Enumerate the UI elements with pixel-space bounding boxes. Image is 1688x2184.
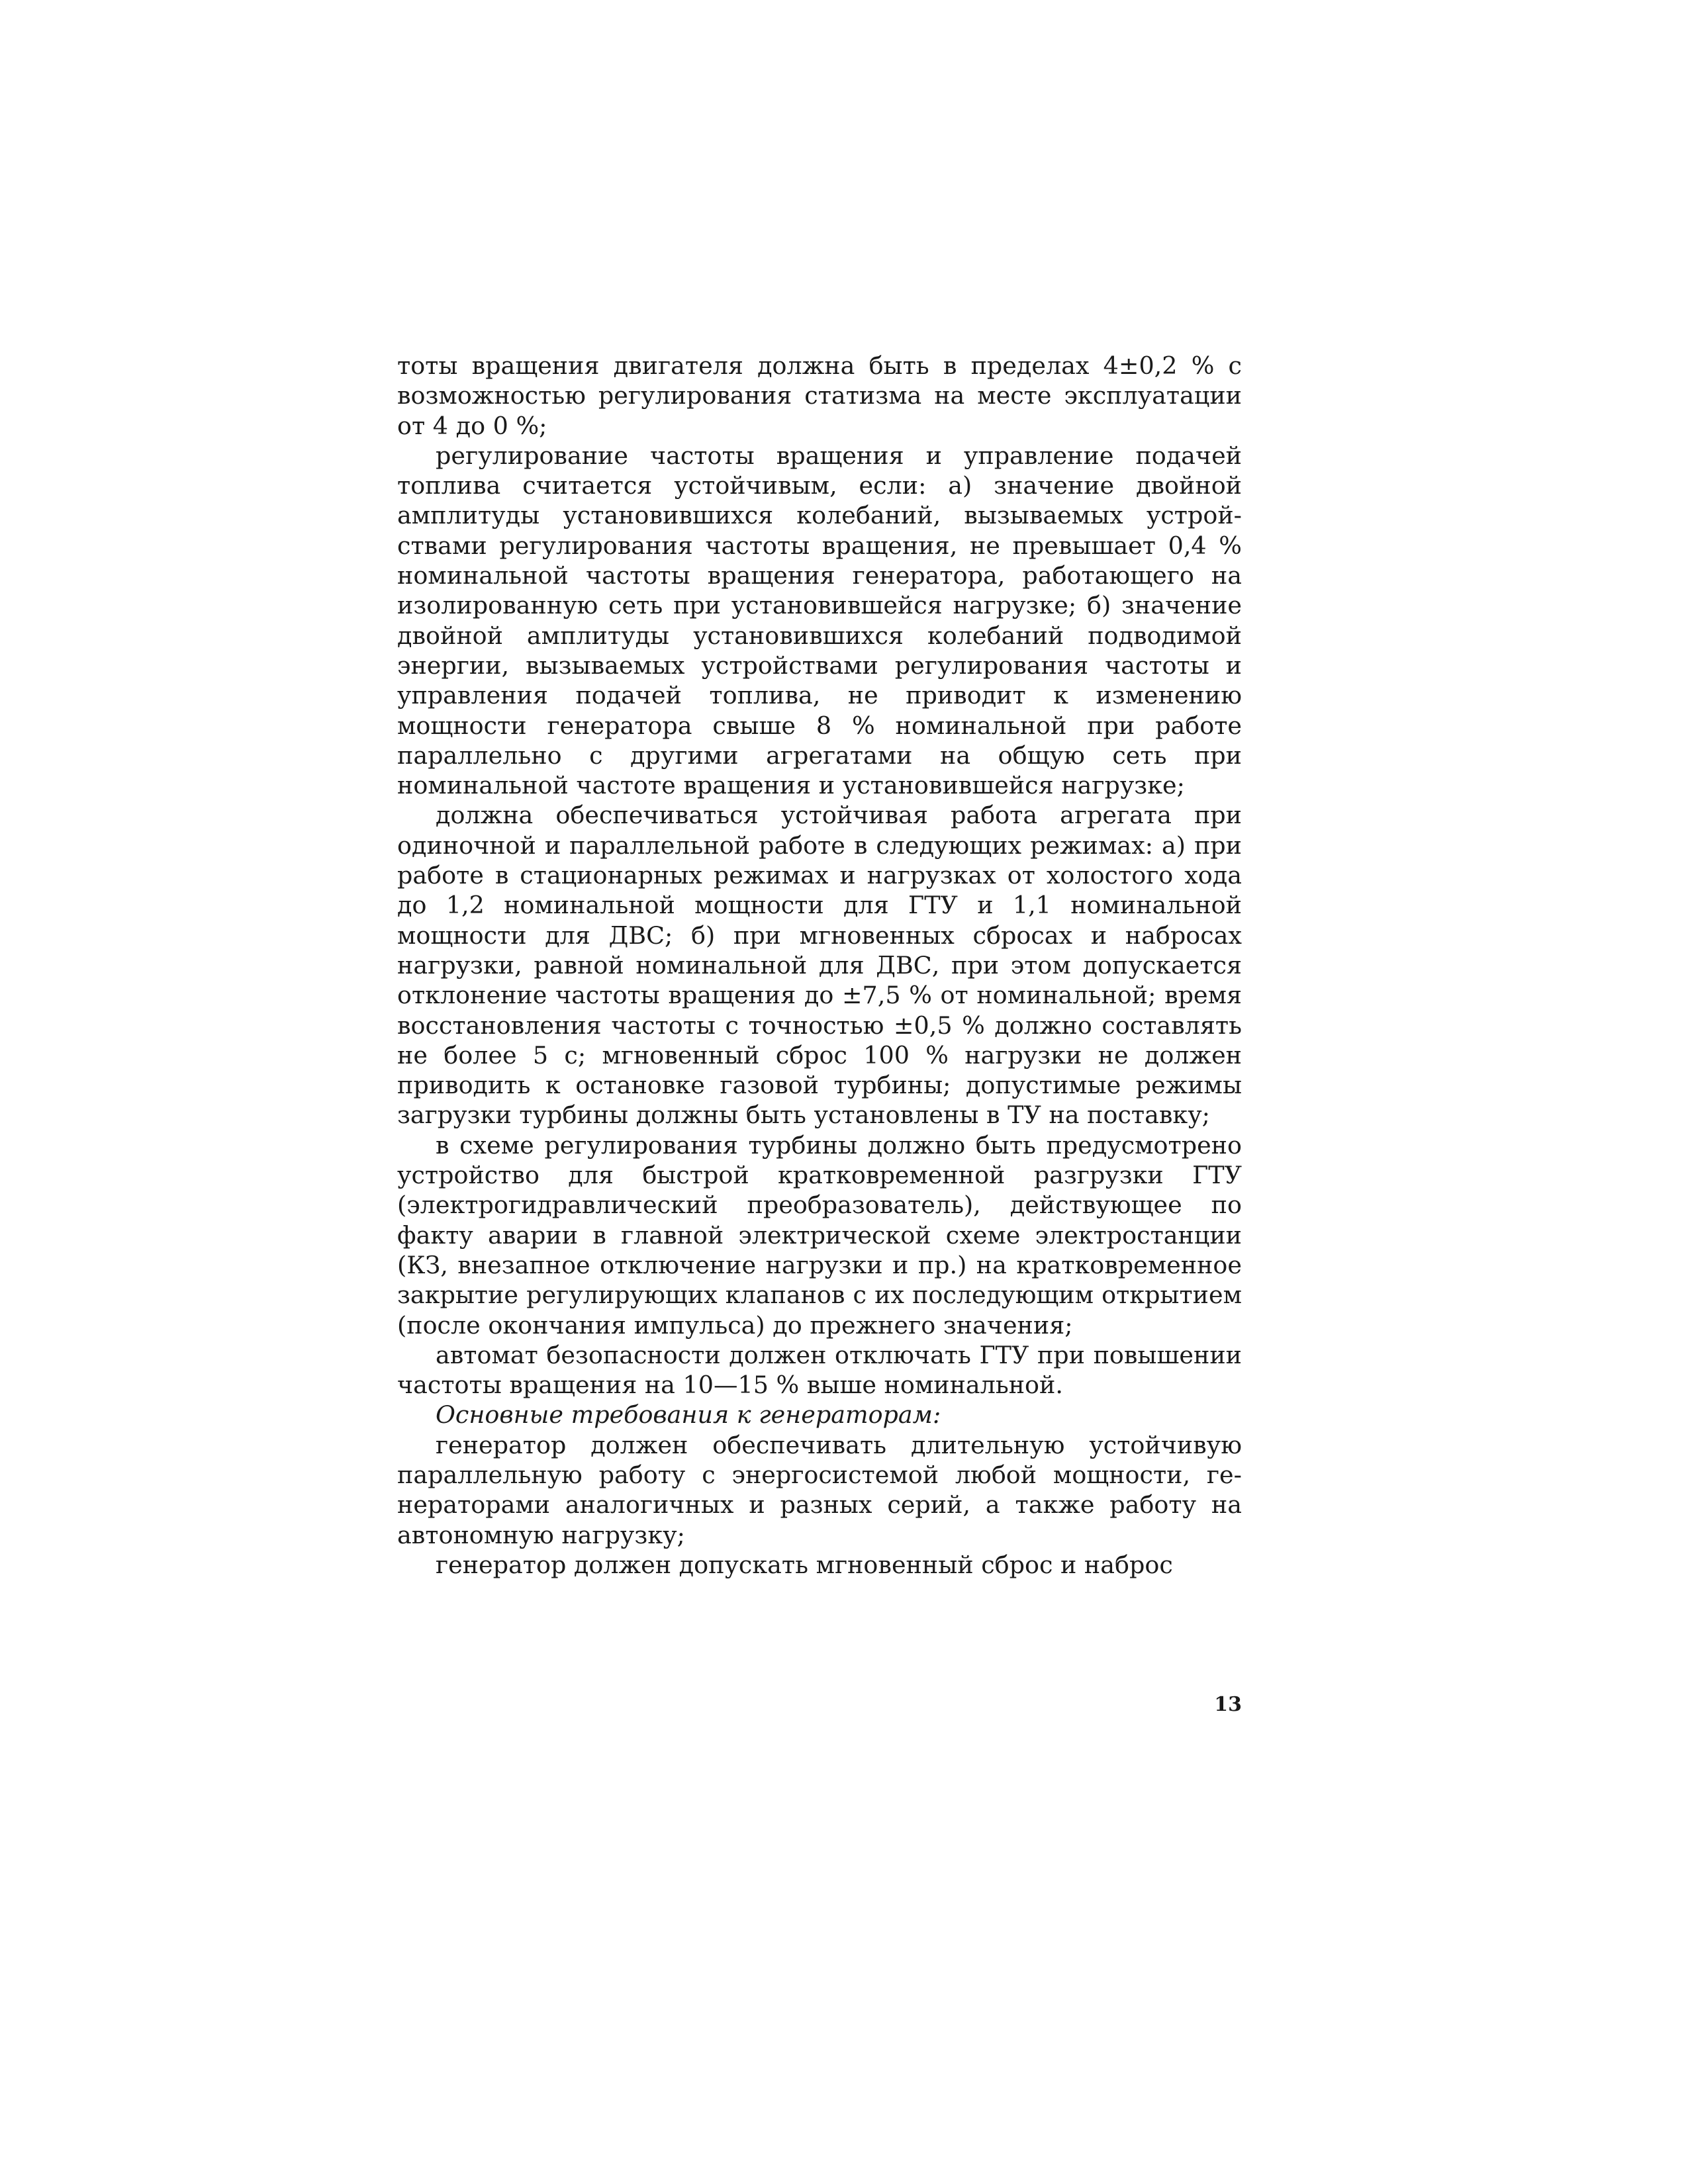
paragraph-generator-load-shedding: генератор должен допускать мгновенный сброс и наброс	[436, 1550, 1173, 1579]
page-number: 13	[1214, 1693, 1242, 1716]
paragraph-fast-unloading-device: в схеме регулирования турбины должно быть предусмотрено устройство для быстрой кратковременной разгрузки ГТУ (электрогидравлический преобразователь), действующее по факту аварии в главной электрической схеме электростанции (КЗ, внезапное отключение нагрузки и пр.) на кратковременное закрытие регулирующих клапанов с их последующим открытием (после окончания импульса) до прежнего значения;	[397, 1130, 1242, 1340]
paragraph-continuation: тоты вращения двигателя должна быть в пределах 4±0,2 % с возможностью регулирования статизма на месте эксплуатации от 4 до 0 %;	[397, 351, 1242, 440]
paragraph-stable-operation-modes: должна обеспечиваться устойчивая работа агрегата при одиночной и параллельной работе в следующих режимах: а) при работе в стационарных режимах и нагрузках от холостого хода до 1,2 номинальной мощности для ГТУ и 1,1 номинальной мощности для ДВС; б) при мгновенных сбросах и набросах нагрузки, равной номинальной для ДВС, при этом допускается отклонение частоты вращения до ±7,5 % от номинальной; время восстановления частоты с точностью ±0,5 % должно составлять не более 5 с; мгновенный сброс 100 % нагрузки не должен приводить к остановке газовой турбины; допустимые режимы загрузки турбины должны быть установлены в ТУ на поставку;	[397, 801, 1242, 1130]
paragraph-safety-automat: автомат безопасности должен отключать ГТУ при повышении частоты вращения на 10—15 % выше номинальной.	[397, 1340, 1242, 1400]
paragraph-speed-regulation-stability: регулирование частоты вращения и управление подачей топлива считается устойчивым, если: а) значение двойной амплитуды установившихся колебаний, вызываемых устройствами регулирования частоты вращения, не превышает 0,4 % номинальной частоты вращения генератора, работающего на изолированную сеть при установившейся нагрузке; б) значение двойной амплитуды установившихся колебаний подводимой энергии, вызываемых устройствами регулирования частоты и управления подачей топлива, не приводит к изменению мощности генератора свыше 8 % номинальной при работе параллельно с другими агрегатами на общую сеть при номинальной частоте вращения и установившейся нагрузке;	[397, 441, 1242, 800]
paragraph-generator-parallel-operation: генератор должен обеспечивать длительную устойчивую параллельную работу с энергосистемой любой мощности, генераторами аналогичных и разных серий, а также работу на автономную нагрузку;	[397, 1430, 1242, 1549]
body-text	[397, 351, 1242, 1580]
section-heading-generator-requirements: Основные требования к генераторам:	[436, 1400, 941, 1430]
